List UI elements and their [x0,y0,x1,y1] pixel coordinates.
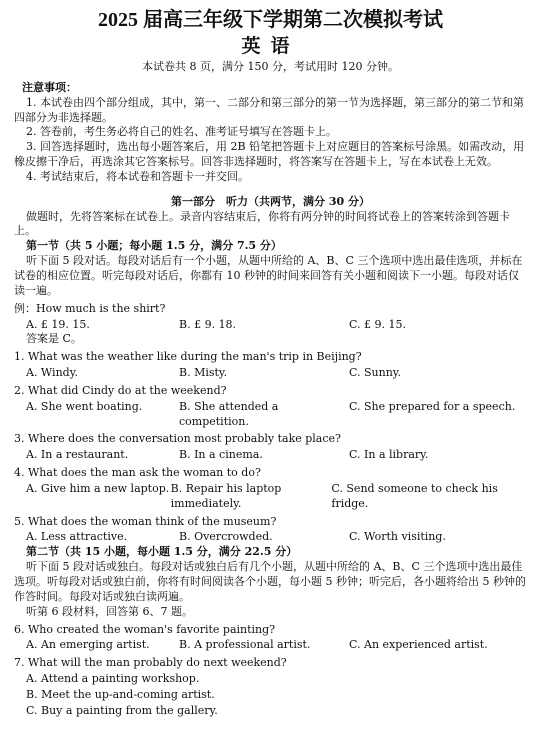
option-b: B. She attended a competition. [179,399,279,428]
section1-title: 第一节（共 5 小题；每小题 1.5 分，满分 7.5 分） [26,239,282,253]
option-c: C. Worth visiting. [349,530,446,544]
question-6-options [14,638,527,653]
option-c: C. Buy a painting from the gallery. [26,703,218,717]
option-a: A. £ 19. 15. [26,317,90,331]
option-c: C. Sunny. [349,366,402,380]
section2-instructions: 听下面 5 段对话或独白。每段对话或独白后有几个小题，从题中所给的 A、B、C 三个选项中选出最佳选项。听每段对话或独白前，你将有时间阅读各个小题，每小题 5 秒钟；听完后，各小题将给出 5 秒钟的作答时间。每段对话或独白读两遍。 [14,560,526,603]
option-a: A. She went boating. [26,399,143,413]
option-c: C. Send someone to check his fridge. [331,481,498,510]
question-2: 2. What did Cindy do at the weekend? [14,383,227,397]
option-c: C. In a library. [349,448,429,462]
notice-item: 4. 考试结束后，将本试卷和答题卡一并交回。 [26,169,249,183]
option-b: B. Misty. [179,366,228,380]
question-6: 6. Who created the woman's favorite painting? [14,622,276,636]
option-b: B. £ 9. 18. [179,317,237,331]
question-1: 1. What was the weather like during the man's trip in Beijing? [14,350,362,364]
option-a: A. Windy. [26,366,78,380]
option-c: C. £ 9. 15. [349,317,406,331]
subject-title: 英语 [241,35,300,57]
notice-item: 2. 答卷前，考生务必将自己的姓名、准考证号填写在答题卡上。 [26,125,337,139]
question-3-options [14,448,527,463]
notice-heading: 注意事项： [22,80,77,94]
exam-title: 2025 届高三年级下学期第二次模拟考试 [98,9,443,31]
option-a: A. Attend a painting workshop. [26,672,200,686]
question-5-options [14,530,527,545]
exam-meta: 本试卷共 8 页，满分 150 分，考试用时 120 分钟。 [142,60,399,73]
question-1-options [14,366,527,381]
section2-title: 第二节（共 15 小题，每小题 1.5 分，满分 22.5 分） [26,545,298,559]
question-5: 5. What does the woman think of the museum? [14,514,277,528]
option-b: B. Repair his laptop immediately. [170,481,282,510]
option-a: A. An emerging artist. [26,638,150,652]
example-answer: 答案是 C。 [26,332,82,346]
notice-item: 1. 本试卷由四个部分组成，其中，第一、二部分和第三部分的第一节为选择题，第三部分的第二节和第四部分为非选择题。 [14,95,524,124]
question-3: 3. Where does the conversation most probably take place? [14,432,341,446]
question-7: 7. What will the man probably do next weekend? [14,656,287,670]
question-4-options [14,482,527,512]
section1-instructions: 听下面 5 段对话。每段对话后有一个小题，从题中所给的 A、B、C 三个选项中选出最佳选项，并标在试卷的相应位置。听完每段对话后，你都有 10 秒钟的时间来回答有关小题和阅读下一小题。每段对话仅读一遍。 [14,254,523,297]
option-c: C. An experienced artist. [349,638,488,652]
question-2-options [14,400,527,430]
option-b: B. Overcrowded. [179,530,273,544]
example-options [14,318,527,333]
notice-item: 3. 回答选择题时，选出每小题答案后，用 2B 铅笔把答题卡上对应题目的答案标号涂黑。如需改动，用橡皮擦干净后，再选涂其它答案标号。回答非选择题时，将答案写在答题卡上，写在本试卷上无效。 [14,140,525,169]
option-b: B. Meet the up-and-coming artist. [26,687,215,701]
example-question: 例：How much is the shirt? [14,301,166,315]
option-a: A. In a restaurant. [26,448,129,462]
option-a: A. Less attractive. [26,530,128,544]
option-c: C. She prepared for a speech. [349,399,516,413]
section2-material: 听第 6 段材料，回答第 6、7 题。 [26,604,193,618]
option-b: B. A professional artist. [179,638,311,652]
part1-intro: 做题时，先将答案标在试卷上。录音内容结束后，你将有两分钟的时间将试卷上的答案转涂到答题卡上。 [14,209,510,238]
question-4: 4. What does the man ask the woman to do? [14,466,261,480]
option-a: A. Give him a new laptop. [26,481,170,495]
part1-title: 第一部分 听力（共两节，满分 30 分） [171,194,370,208]
option-b: B. In a cinema. [179,448,263,462]
